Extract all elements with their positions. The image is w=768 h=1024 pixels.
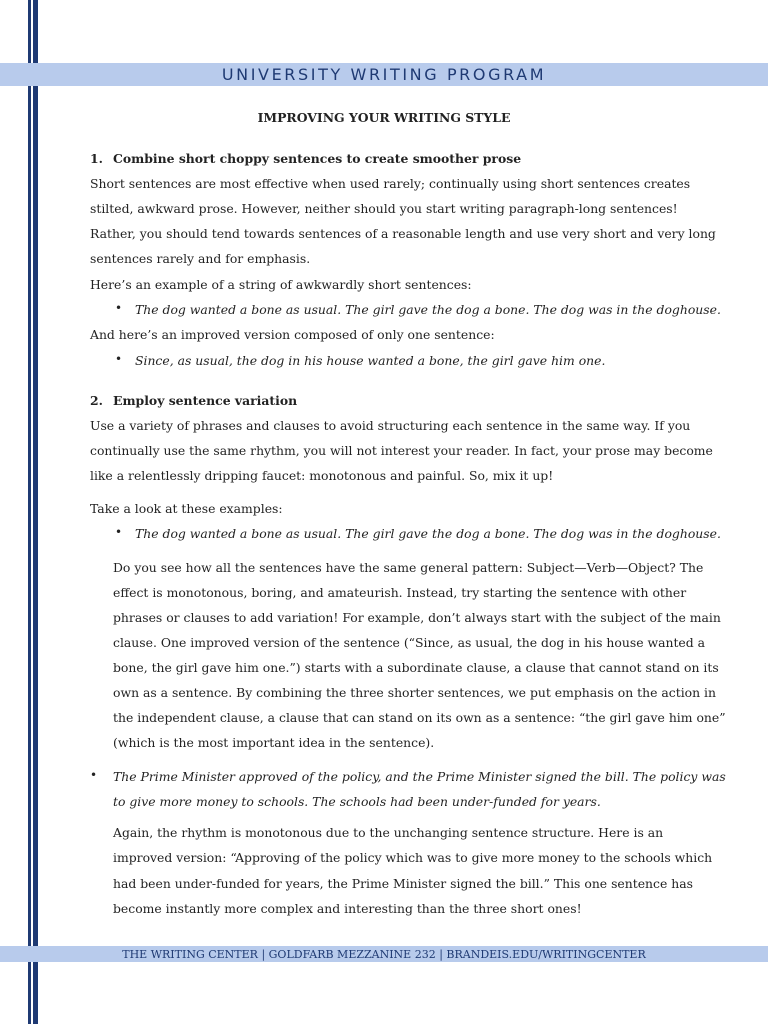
section-2-explanation-line: Do you see how all the sentences have the same general pattern: Subject—Verb—Object? The bbox=[113, 560, 704, 575]
section-2-number: 2. bbox=[90, 393, 103, 408]
footer-text: THE WRITING CENTER | GOLDFARB MEZZANINE 232 | BRANDEIS.EDU/WRITINGCENTER bbox=[122, 948, 646, 961]
section-1-paragraph-line: Rather, you should tend towards sentences of a reasonable length and use very short and very long bbox=[90, 226, 716, 241]
section-1-heading: Combine short choppy sentences to create smoother prose bbox=[113, 151, 522, 166]
section-2-explanation-line: bone, the girl gave him one.”) starts with a subordinate clause, a clause that cannot stand on its bbox=[113, 660, 719, 675]
section-1-paragraph-line: stilted, awkward prose. However, neither should you start writing paragraph-long sentences! bbox=[90, 201, 678, 216]
section-1-improved-intro: And here’s an improved version composed of only one sentence: bbox=[90, 327, 495, 342]
section-1-example-intro: Here’s an example of a string of awkwardly short sentences: bbox=[90, 277, 472, 292]
section-2-example-2-line: The Prime Minister approved of the policy, and the Prime Minister signed the bill. The policy was bbox=[113, 769, 726, 784]
section-2-explanation-2-line: improved version: “Approving of the policy which was to give more money to the schools which bbox=[113, 850, 713, 865]
section-1-example-choppy: The dog wanted a bone as usual. The girl gave the dog a bone. The dog was in the doghouse. bbox=[135, 302, 721, 317]
bullet-icon: • bbox=[115, 301, 123, 315]
bullet-icon: • bbox=[115, 525, 123, 539]
section-2-explanation-line: (which is the most important idea in the sentence). bbox=[113, 735, 435, 750]
section-2-explanation-2-line: Again, the rhythm is monotonous due to the unchanging sentence structure. Here is an bbox=[113, 825, 664, 840]
section-2-explanation-2-line: had been under-funded for years, the Prime Minister signed the bill.” This one sentence has bbox=[113, 876, 693, 891]
section-2-paragraph-line: continually use the same rhythm, you will not interest your reader. In fact, your prose may become bbox=[90, 443, 713, 458]
section-2-explanation-line: clause. One improved version of the sentence (“Since, as usual, the dog in his house wanted a bbox=[113, 635, 706, 650]
section-2-heading: Employ sentence variation bbox=[113, 393, 298, 408]
section-2-explanation-line: the independent clause, a clause that can stand on its own as a sentence: “the girl gave him one” bbox=[113, 710, 726, 725]
section-2-explanation-line: own as a sentence. By combining the three shorter sentences, we put emphasis on the action in bbox=[113, 685, 716, 700]
left-margin-rule-thin bbox=[28, 0, 31, 1024]
section-2-look-intro: Take a look at these examples: bbox=[90, 501, 283, 516]
bullet-icon: • bbox=[90, 768, 98, 782]
section-2-explanation-line: phrases or clauses to add variation! For example, don’t always start with the subject of the main bbox=[113, 610, 721, 625]
section-2-example-2-line: to give more money to schools. The schools had been under-funded for years. bbox=[113, 794, 601, 809]
section-2-explanation-line: effect is monotonous, boring, and amateurish. Instead, try starting the sentence with other bbox=[113, 585, 687, 600]
bullet-icon: • bbox=[115, 352, 123, 366]
section-1-paragraph-line: Short sentences are most effective when used rarely; continually using short sentences creates bbox=[90, 176, 691, 191]
left-margin-rule-thick bbox=[33, 0, 38, 1024]
document-title: IMPROVING YOUR WRITING STYLE bbox=[257, 110, 511, 125]
section-2-paragraph-line: like a relentlessly dripping faucet: monotonous and painful. So, mix it up! bbox=[90, 468, 554, 483]
section-1-example-improved: Since, as usual, the dog in his house wanted a bone, the girl gave him one. bbox=[135, 353, 606, 368]
section-1-number: 1. bbox=[90, 151, 103, 166]
section-1-paragraph-line: sentences rarely and for emphasis. bbox=[90, 251, 311, 266]
program-title: UNIVERSITY WRITING PROGRAM bbox=[221, 65, 547, 84]
section-2-explanation-2-line: become instantly more complex and interesting than the three short ones! bbox=[113, 901, 582, 916]
section-2-paragraph-line: Use a variety of phrases and clauses to avoid structuring each sentence in the same way. If you bbox=[90, 418, 691, 433]
section-2-example-1: The dog wanted a bone as usual. The girl gave the dog a bone. The dog was in the doghouse. bbox=[135, 526, 721, 541]
